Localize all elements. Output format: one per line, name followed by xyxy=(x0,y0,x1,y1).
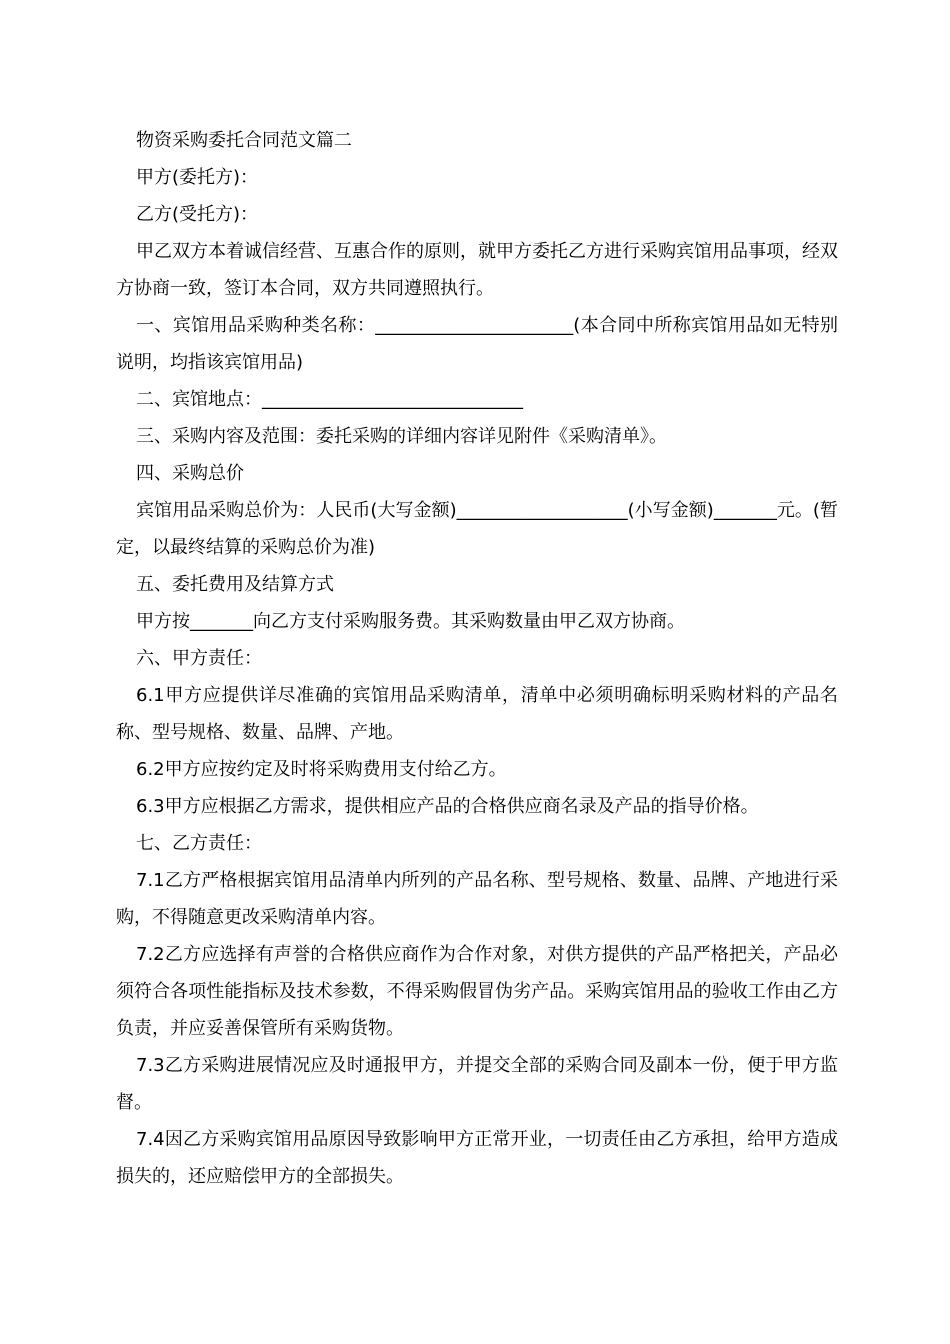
clause-7-3: 7.3乙方采购进展情况应及时通报甲方，并提交全部的采购合同及副本一份，便于甲方监督。 xyxy=(116,1055,838,1113)
clause-6-2: 6.2甲方应按约定及时将采购费用支付给乙方。 xyxy=(136,759,507,780)
clause-1: 一、宾馆用品采购种类名称：______________________(本合同中所称宾馆用品如无特别说明，均指该宾馆用品) xyxy=(116,315,838,373)
clause-2: 二、宾馆地点：_____________________________ xyxy=(136,389,523,410)
clause-3: 三、采购内容及范围：委托采购的详细内容详见附件《采购清单》。 xyxy=(136,426,667,447)
doc-title: 物资采购委托合同范文篇二 xyxy=(136,130,352,151)
clause-7-2: 7.2乙方应选择有声誉的合格供应商作为合作对象，对供方提供的产品严格把关，产品必须符合各项性能指标及技术参数，不得采购假冒伪劣产品。采购宾馆用品的验收工作由乙方负责，并应妥善保管所有采购货物。 xyxy=(116,944,838,1039)
clause-7-heading: 七、乙方责任： xyxy=(136,833,262,854)
preamble-paragraph: 甲乙双方本着诚信经营、互惠合作的原则，就甲方委托乙方进行采购宾馆用品事项，经双方协商一致，签订本合同，双方共同遵照执行。 xyxy=(116,241,838,299)
clause-7-4: 7.4因乙方采购宾馆用品原因导致影响甲方正常开业，一切责任由乙方承担，给甲方造成损失的，还应赔偿甲方的全部损失。 xyxy=(116,1129,838,1187)
clause-4-body: 宾馆用品采购总价为：人民币(大写金额)___________________(小写金额)_______元。(暂定，以最终结算的采购总价为准) xyxy=(116,500,838,558)
party-b-line: 乙方(受托方)： xyxy=(136,204,259,225)
clause-5-body: 甲方按_______向乙方支付采购服务费。其采购数量由甲乙双方协商。 xyxy=(136,611,685,632)
clause-6-1: 6.1甲方应提供详尽准确的宾馆用品采购清单，清单中必须明确标明采购材料的产品名称、型号规格、数量、品牌、产地。 xyxy=(116,685,838,743)
clause-7-1: 7.1乙方严格根据宾馆用品清单内所列的产品名称、型号规格、数量、品牌、产地进行采购，不得随意更改采购清单内容。 xyxy=(116,870,838,928)
clause-6-3: 6.3甲方应根据乙方需求，提供相应产品的合格供应商名录及产品的指导价格。 xyxy=(136,796,759,817)
party-a-line: 甲方(委托方)： xyxy=(136,167,259,188)
clause-4-heading: 四、采购总价 xyxy=(136,463,244,484)
clause-6-heading: 六、甲方责任： xyxy=(136,648,262,669)
document-page xyxy=(116,122,838,1195)
clause-5-heading: 五、委托费用及结算方式 xyxy=(136,574,334,595)
